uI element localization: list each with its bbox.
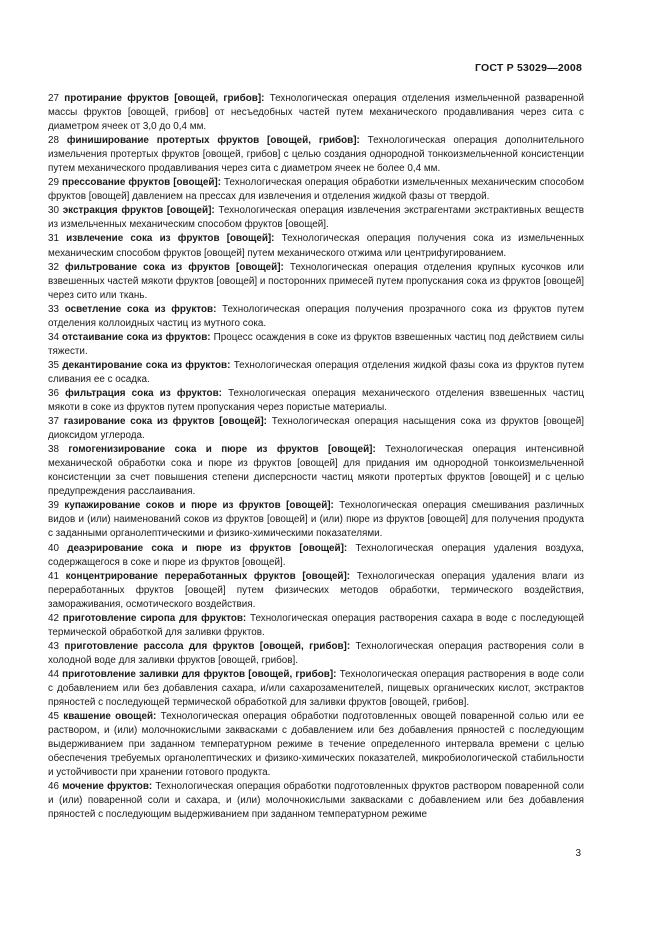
term-definition: Технологическая операция растворения в воде соли с добавлением или без добавления сахара, и/или сахарозаменителей, пищевых органических кислот, экстрактов пряностей с последующей термической обработкой для заливки фруктов [овощей, грибов]. xyxy=(48,668,585,709)
term-definition: Технологическая операция растворения соли в холодной воде для заливки фруктов [овощей, грибов]. xyxy=(48,640,585,666)
term-name: протирание фруктов [овощей, грибов]: xyxy=(64,93,265,104)
term-name: гомогенизирование сока и пюре из фруктов [овощей]: xyxy=(68,444,376,456)
term-definition: Технологическая операция отделения измельченной разваренной массы фруктов [овощей, грибов] от несъедобных частей путем механического продавливания через сита с диаметром ячеек от 3,0 до 0,4 мм. xyxy=(48,93,585,133)
term-definition: Технологическая операция получения сока из измельченных механическим способом фруктов [овощей] путем механического отжима или центрифугированием. xyxy=(48,233,584,259)
term-definition: Технологическая операция смешивания различных видов и (или) наименований соков из фруктов [овощей] и (или) пюре из фруктов [овощей] для получения продукта с заданными органолептическими и физико-химическими показателями. xyxy=(48,500,584,540)
term-definition: Технологическая операция дополнительного измельчения протертых фруктов [овощей, грибов] с целью создания однородной тонкоизмельченной консистенции путем механического продавливания через сита с диаметром ячеек не более 0,4 мм. xyxy=(48,135,584,175)
term-name: купажирование соков и пюре из фруктов [овощей]: xyxy=(64,500,334,512)
term-name: декантирование сока из фруктов: xyxy=(62,359,231,371)
term-number: 28 xyxy=(48,135,59,147)
term-definition: Технологическая операция обработки подготовленных овощей поваренной солью или ее раствором, и (или) молочнокислыми заквасками с добавлением или без добавления пряностей с последующим выдерживанием при заданном температурном режиме в течение определенного интервала времени с целью обеспечения требуемых органолептических и физико-химических показателей, микробиологической стабильности и устойчивости при хранении готового продукта. xyxy=(48,711,584,779)
term-entry xyxy=(48,204,584,232)
term-entry xyxy=(48,176,584,204)
term-entry xyxy=(48,668,584,710)
term-number: 40 xyxy=(48,542,59,554)
term-number: 32 xyxy=(48,261,59,273)
term-definition: Технологическая операция механического отделения взвешенных частиц мякоти в соке из фруктов путем пропускания через пористые материалы. xyxy=(48,387,584,414)
document-body xyxy=(48,92,584,822)
term-definition: Технологическая операция получения прозрачного сока из фруктов путем отделения коллоидных частиц из мутного сока. xyxy=(48,303,584,329)
term-name: фильтрование сока из фруктов [овощей]: xyxy=(65,261,284,273)
term-definition: Технологическая операция насыщения сока из фруктов [овощей] диоксидом углерода. xyxy=(48,416,584,442)
term-definition: Технологическая операция растворения сахара в воде с последующей термической обработкой для заливки фруктов. xyxy=(48,612,585,638)
term-number: 44 xyxy=(48,668,59,680)
term-name: концентрирование переработанных фруктов [овощей]: xyxy=(65,570,351,582)
term-name: приготовление рассола для фруктов [овощей, грибов]: xyxy=(64,640,351,652)
term-definition: Технологическая операция удаления воздуха, содержащегося в соке и пюре из фруктов [овощей]. xyxy=(48,542,584,568)
term-number: 45 xyxy=(48,711,59,723)
term-entry xyxy=(48,331,584,359)
term-name: мочение фруктов: xyxy=(62,781,153,793)
term-entry xyxy=(48,542,584,570)
term-entry xyxy=(48,134,584,176)
term-entry xyxy=(48,92,584,134)
term-name: деаэрирование сока и пюре из фруктов [овощей]: xyxy=(67,542,348,554)
term-entry xyxy=(48,443,584,499)
term-entry xyxy=(48,640,584,668)
term-definition: Технологическая операция отделения крупных кусочков или взвешенных частей мякоти фруктов [овощей] и посторонних примесей путем пропускания сока из фруктов [овощей] через сито или ткань. xyxy=(48,261,584,301)
term-name: экстракция фруктов [овощей]: xyxy=(62,205,215,217)
term-definition: Технологическая операция извлечения экстрагентами экстрактивных веществ из измельченных механическим способом фруктов [овощей]. xyxy=(48,205,584,231)
term-number: 38 xyxy=(48,444,59,456)
term-entry xyxy=(48,570,584,612)
term-definition: Технологическая операция обработки измельченных механическим способом фруктов [овощей] давлением на прессах для извлечения и отделения жидкой фазы от твердой. xyxy=(48,177,584,203)
term-number: 37 xyxy=(48,416,59,428)
term-definition: Технологическая операция интенсивной механической обработки сока и пюре из фруктов [овощей] для придания им однородной тонкоизмельченной консистенции за счет повышения степени дисперсности частиц мякоти протертых фруктов [овощей] и с целью предупреждения расслаивания. xyxy=(48,444,585,498)
term-definition: Технологическая операция удаления влаги из переработанных фруктов [овощей] путем физических методов обработки, термического воздействия, замораживания, осмотического воздействия. xyxy=(48,570,584,610)
term-number: 42 xyxy=(48,612,59,624)
term-number: 29 xyxy=(48,177,59,189)
term-entry xyxy=(48,261,584,303)
term-number: 41 xyxy=(48,570,59,582)
term-entry xyxy=(48,499,584,541)
term-number: 30 xyxy=(48,205,59,217)
term-number: 35 xyxy=(48,359,59,371)
term-number: 43 xyxy=(48,640,59,652)
term-definition: Технологическая операция обработки подготовленных фруктов раствором поваренной соли и (или) поваренной соли и сахара, и (или) молочнокислыми заквасками с добавлением или без добавления пряностей с последующим выдерживанием при заданном температурном режиме xyxy=(48,781,584,821)
term-number: 36 xyxy=(48,387,59,399)
term-entry xyxy=(48,232,584,260)
term-definition: Процесс осаждения в соке из фруктов взвешенных частиц под действием силы тяжести. xyxy=(48,331,584,357)
term-entry xyxy=(48,359,584,387)
term-name: фильтрация сока из фруктов: xyxy=(65,387,222,399)
term-name: отстаивание сока из фруктов: xyxy=(62,331,211,343)
term-entry xyxy=(48,710,584,780)
term-number: 39 xyxy=(48,500,59,512)
term-name: извлечение сока из фруктов [овощей]: xyxy=(66,233,275,245)
term-number: 33 xyxy=(48,303,59,315)
term-number: 34 xyxy=(48,331,59,343)
term-name: финиширование протертых фруктов [овощей, грибов]: xyxy=(66,135,360,147)
term-name: газирование сока из фруктов [овощей]: xyxy=(63,416,267,428)
term-name: прессование фруктов [овощей]: xyxy=(62,177,221,189)
term-entry xyxy=(48,415,584,443)
term-name: приготовление заливки для фруктов [овощей, грибов]: xyxy=(62,668,337,680)
term-entry xyxy=(48,303,584,331)
page-number: 3 xyxy=(575,848,581,859)
term-name: осветление сока из фруктов: xyxy=(64,303,217,315)
term-entry xyxy=(48,387,584,415)
term-name: приготовление сиропа для фруктов: xyxy=(62,612,247,624)
term-entry xyxy=(48,780,584,822)
term-number: 27 xyxy=(48,93,59,104)
term-number: 46 xyxy=(48,781,59,793)
term-definition: Технологическая операция отделения жидкой фазы сока из фруктов путем сливания ее с осадка. xyxy=(48,359,584,385)
document-header: ГОСТ Р 53029—2008 xyxy=(474,62,582,74)
term-entry xyxy=(48,612,584,640)
term-number: 31 xyxy=(48,233,59,245)
term-name: квашение овощей: xyxy=(63,711,157,723)
